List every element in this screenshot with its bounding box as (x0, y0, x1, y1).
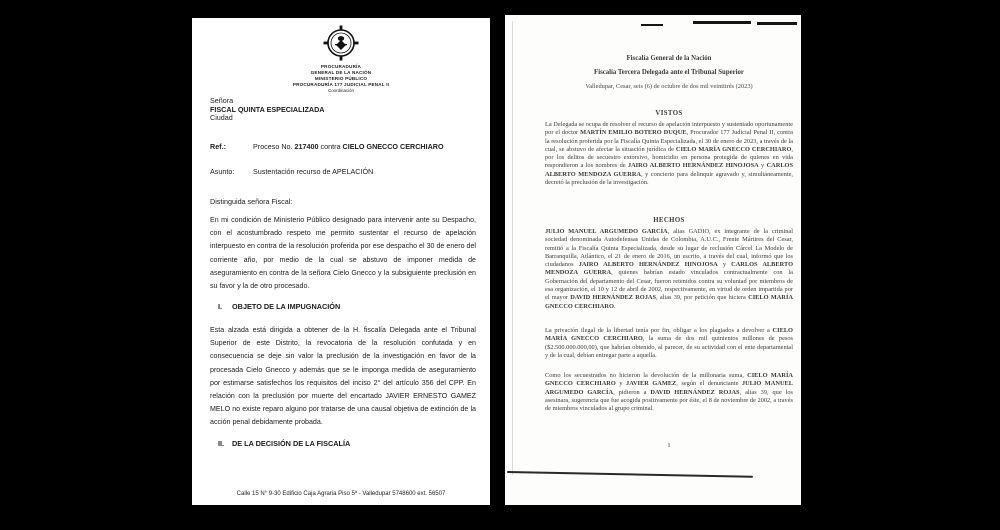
reference-row (210, 142, 476, 151)
section-title: DE LA DECISIÓN DE LA FISCALÍA (232, 439, 351, 448)
scan-fold-line (512, 21, 513, 475)
letterhead (192, 25, 490, 94)
reference-value: Proceso No. 217400 contra CIELO GNECCO CERCHIARO (253, 142, 444, 151)
body-paragraph: Esta alzada está dirigida a obtener de la H. fiscalía Delegada ante el Tribunal Superior de este Distrito, la revocatoria de la resolución confutada y en consecuencia se deje sin valor la preclusión de la investigación en favor de la procesada Cielo Gnecco y además que se le imponga medida de aseguramiento por estimarse satisfechos los requisitos del inciso 2° del artículo 356 del CPP. En relación con la preclusión por muerte del encartado JAVIER ERNESTO GAMEZ MELO no existe reparo alguno por tratarse de una causal objetiva de extinción de la acción penal debidamente probada. (210, 326, 476, 427)
vistos-paragraph: La Delegada se ocupa de resolver el recurso de apelación interpuesto y sustentado oportunamente por el doctor MARTÍN EMILIO BOTERO DUQUE, Procurador 177 Judicial Penal II, contra la resolución proferida por la Fiscalía Quinta Especializada, el 30 de enero de 2023, a través de la cual, se abstuvo de afectar la situación jurídica de CIELO MARÍA GNECCO CERCHIARO, por los delitos de secuestro extorsivo, homicidio en persona protegida de quienes en vida respondieron a los nombres de JAIRO ALBERTO HERNÁNDEZ HINOJOSA y CARLOS ALBERTO MENDOZA GUERRA, y concierto para delinquir agravado y, simultáneamente, decretó la preclusión de la investigación. (545, 121, 794, 187)
letterhead-line: MINISTERIO PÚBLICO (314, 76, 368, 81)
recipient-name: FISCAL QUINTA ESPECIALIZADA (210, 104, 325, 114)
page-footer-address: Calle 15 N° 9-30 Edificio Caja Agraria Piso 5ª - Valledupar 5748600 ext. 56507 (236, 491, 446, 497)
section-title-hechos: HECHOS (653, 217, 685, 224)
section-numeral: I. (218, 302, 223, 311)
greeting: Distinguida señora Fiscal: (210, 197, 293, 206)
hechos-paragraph: La privación ilegal de la libertad tenía por fin, obligar a los plagiados a devolver a CIELO MARÍA GNECCO CERCHIARO, la suma de dos mil quinientos millones de pesos ($2.500.000.000,00), que habrían obtenido, al parecer, de su actividad con el ente departamental y de la cual, debían entregar parte a aquella. (545, 327, 793, 359)
recipient-block (210, 97, 324, 123)
letterhead-line: GENERAL DE LA NACIÓN (310, 70, 372, 75)
scan-artifact-mark (693, 21, 751, 24)
section-heading-decision (218, 439, 476, 448)
section-heading-objeto (218, 302, 476, 311)
letterhead-subline: Coordinación (328, 88, 354, 93)
entity-title: Fiscalía General de la Nación (626, 55, 712, 62)
hechos-paragraph: JULIO MANUEL ARGUMEDO GARCÍA, alias GADIO, ex integrante de la criminal sociedad denominada Autodefensas Unidas de Colombia, A.U.C., Frente Mártires del Cesar, remitió a la Fiscalía Quinta Especializada, desde su lugar de reclusión Cárcel La Modelo de Barranquilla, Atlántico, el 21 de enero de 2016, un escrito, a través del cual, informó que los ciudadanos JAIRO ALBERTO HERNÁNDEZ HINOJOSA y CARLOS ALBERTO MENDOZA GUERRA, quienes habrían estado vinculados contractualmente con la Gobernación del departamento del Cesar, fueron retenidos contra su voluntad por miembros de esa organización, el 10 y 12 de abril de 2002, respectivamente, en virtud de orden impartida por el mayor DAVID HERNÁNDEZ ROJAS, alias 39, por petición que hiciera CIELO MARÍA GNECCO CERCHIARO. (545, 228, 794, 310)
subject-label: Asunto: (210, 167, 235, 176)
body-paragraph: En mi condición de Ministerio Público designado para intervenir ante su Despacho, con el acostumbrado respeto me permito sustentar el recurso de apelación interpuesto en contra de la resolución proferida por ese despacho el 30 de enero del corriente año, por medio de la cual se abstuvo de imponer medida de aseguramiento en contra de la señora Cielo Gnecco y la subsiguiente preclusión en su favor y la de otro procesado. (210, 216, 476, 291)
section-title: OBJETO DE LA IMPUGNACIÓN (232, 302, 341, 311)
entity-subtitle: Fiscalía Tercera Delegada ante el Tribunal Superior (594, 69, 744, 76)
recipient-city: Ciudad (210, 113, 233, 123)
scan-artifact-line (507, 471, 753, 478)
page-number: 1 (667, 442, 671, 449)
right-document-page (505, 15, 801, 505)
recipient-salutation: Señora (210, 96, 234, 105)
subject-row (210, 167, 476, 176)
date-line: Valledupar, Cesar, seis (6) de octubre de dos mil veintitrés (2023) (585, 83, 753, 90)
procuraduria-seal-icon (323, 25, 359, 61)
scan-artifact-mark (757, 22, 797, 25)
hechos-paragraph: Como los secuestrados no hicieron la devolución de la millonaria suma, CIELO MARÍA GNECCO CERCHIARO y JAVIER GAMEZ, según el denunciante JULIO MANUEL ARGUMEDO GARCÍA, pidieron a DAVID HERNÁNDEZ ROJAS, alias 39, que los asesinara, sugerencia que fue acogida positivamente por éste, el 8 de noviembre de 2002, a través de miembros vinculados al grupo criminal. (545, 372, 793, 413)
section-title-vistos: VISTOS (655, 110, 683, 117)
letterhead-line: PROCURADURÍA (320, 64, 362, 69)
subject-value: Sustentación recurso de APELACIÓN (253, 167, 374, 176)
reference-label: Ref.: (210, 142, 226, 151)
letterhead-line: PROCURADURÍA 177 JUDICIAL PENAL II (292, 82, 390, 87)
scan-artifact-mark (641, 24, 663, 26)
left-document-page (192, 18, 490, 505)
section-numeral: II. (218, 439, 225, 448)
